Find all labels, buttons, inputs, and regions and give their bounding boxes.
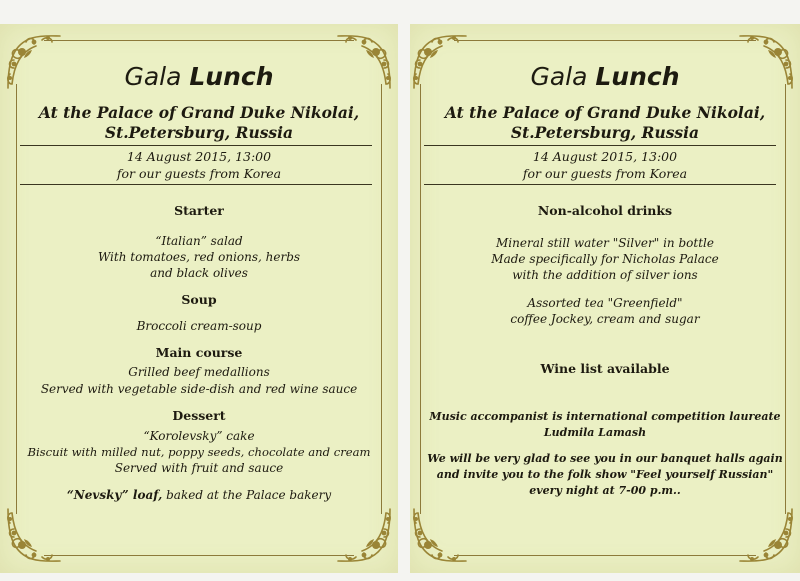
menu-title [0,62,398,91]
title-lunch: Lunch [595,62,680,91]
soup-line: Broccoli cream-soup [136,319,262,333]
frame-border-top [44,40,354,41]
floral-corner-ornament-icon [334,505,396,567]
music-line: Ludmila Lamash [543,426,647,439]
frame-border-bottom [44,555,354,556]
starter-line: “Italian” salad [155,234,243,248]
dessert-line: “Korolevsky” cake [143,429,255,443]
guests-line: for our guests from Korea [116,166,282,181]
drinks-line: with the addition of silver ions [512,268,698,282]
venue-line-1: At the Palace of Grand Duke Nikolai, [444,103,766,122]
frame-border-top [454,40,756,41]
menu-page-right [410,24,800,573]
closing-line: and invite you to the folk show "Feel yourself Russian" [436,468,774,481]
tea-line: coffee Jockey, cream and sugar [510,312,700,326]
center-fold [398,0,410,581]
venue-line-2: St.Petersburg, Russia [104,123,294,142]
venue-line-1: At the Palace of Grand Duke Nikolai, [38,103,360,122]
bakery-line [0,488,398,502]
wine-list-heading: Wine list available [540,361,670,376]
dessert-heading: Dessert [172,408,226,423]
floral-corner-ornament-icon [410,505,470,567]
menu-page-left [0,24,398,573]
drinks-heading: Non-alcohol drinks [537,203,673,218]
menu-title [410,62,800,91]
venue-line-2: St.Petersburg, Russia [510,123,700,142]
title-gala: Gala [530,62,588,91]
divider-top [424,145,776,146]
bakery-name: “Nevsky” loaf, [66,488,163,502]
main-course-line: Served with vegetable side-dish and red wine sauce [40,382,358,396]
closing-line: every night at 7-00 p.m.. [529,484,681,497]
event-date: 14 August 2015, 13:00 [126,149,272,164]
music-line: Music accompanist is international competition laureate [429,410,781,423]
starter-line: With tomatoes, red onions, herbs [97,250,301,264]
guests-line: for our guests from Korea [522,166,688,181]
title-lunch: Lunch [189,62,274,91]
drinks-line: Made specifically for Nicholas Palace [491,252,719,266]
divider-top [20,145,372,146]
starter-heading: Starter [174,203,224,218]
event-date: 14 August 2015, 13:00 [532,149,678,164]
main-course-heading: Main course [155,345,243,360]
bakery-description: baked at the Palace bakery [162,488,332,502]
main-course-line: Grilled beef medallions [128,365,270,379]
drinks-line: Mineral still water "Silver" in bottle [496,236,714,250]
divider-bottom [424,184,776,185]
tea-line: Assorted tea "Greenfield" [527,296,683,310]
dessert-line: Biscuit with milled nut, poppy seeds, chocolate and cream [27,445,371,459]
frame-border-bottom [454,555,756,556]
dessert-line: Served with fruit and sauce [114,461,284,475]
title-gala: Gala [124,62,182,91]
floral-corner-ornament-icon [2,505,64,567]
soup-heading: Soup [181,292,217,307]
divider-bottom [20,184,372,185]
starter-line: and black olives [150,266,248,280]
floral-corner-ornament-icon [736,505,798,567]
closing-line: We will be very glad to see you in our banquet halls again [427,452,783,465]
